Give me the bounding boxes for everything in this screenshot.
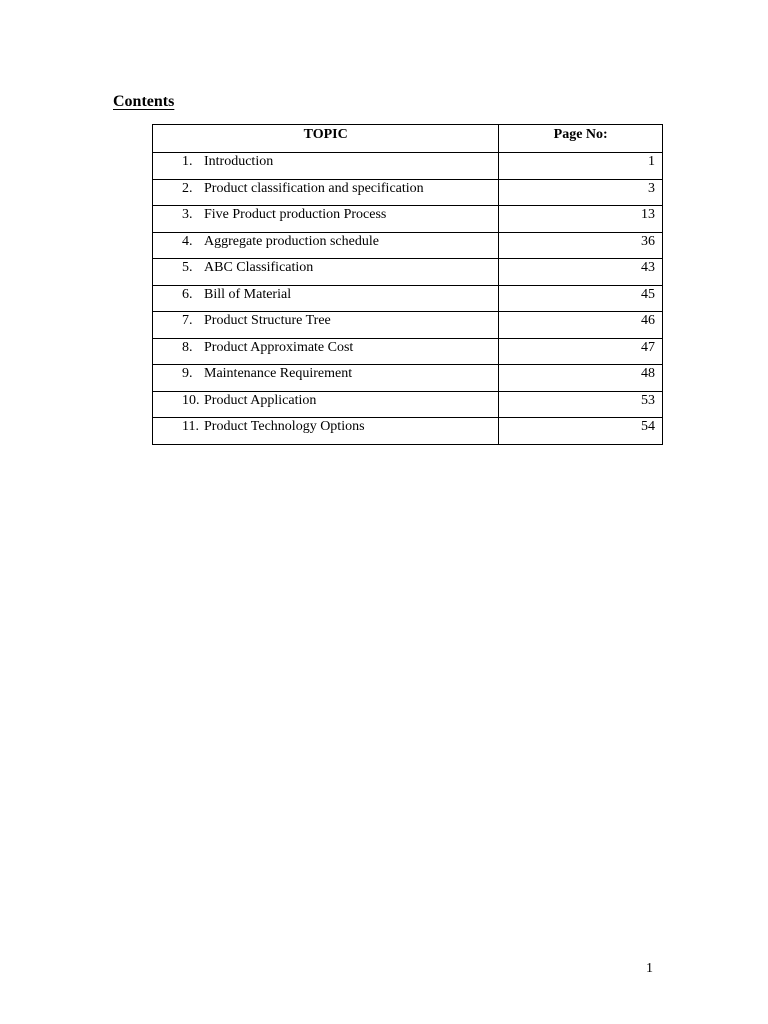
page-number-cell: 54: [499, 418, 663, 445]
table-row: [153, 285, 663, 312]
item-number: 4.: [182, 233, 193, 249]
item-number: 8.: [182, 339, 193, 355]
topic-title: Product classification and specification: [204, 180, 424, 196]
page-number-cell: 48: [499, 365, 663, 392]
topic-column-header: TOPIC: [153, 125, 499, 153]
item-number: 1.: [182, 154, 193, 169]
topic-title: ABC Classification: [204, 260, 314, 275]
contents-table: [152, 124, 663, 445]
page-number-cell: 13: [499, 206, 663, 233]
item-number: 10.: [182, 392, 200, 408]
item-number: 5.: [182, 260, 193, 275]
topic-title: Maintenance Requirement: [204, 366, 353, 381]
page-number-cell: 46: [499, 312, 663, 339]
table-row: [153, 153, 663, 180]
item-number: 11.: [182, 419, 199, 434]
topic-cell: [153, 312, 499, 339]
page-number-cell: 45: [499, 285, 663, 312]
topic-title: Aggregate production schedule: [204, 233, 379, 249]
topic-title: Five Product production Process: [204, 207, 387, 222]
page-number-cell: 43: [499, 259, 663, 286]
topic-cell: [153, 206, 499, 233]
table-row: [153, 232, 663, 259]
topic-cell: [153, 391, 499, 418]
table-row: [153, 206, 663, 233]
topic-title: Product Application: [204, 392, 317, 408]
page-number-cell: 53: [499, 391, 663, 418]
page-number-cell: 36: [499, 232, 663, 259]
item-number: 9.: [182, 366, 193, 381]
page-column-header: Page No:: [499, 125, 663, 153]
topic-title: Product Approximate Cost: [204, 339, 354, 355]
footer-page-number: 1: [646, 961, 653, 976]
topic-title: Introduction: [204, 154, 274, 169]
table-row: [153, 391, 663, 418]
table-row: [153, 418, 663, 445]
topic-cell: [153, 153, 499, 180]
contents-heading: Contents: [113, 93, 175, 110]
table-row: [153, 365, 663, 392]
table-body: [153, 153, 663, 445]
page-number-cell: 3: [499, 179, 663, 206]
page-number-cell: 47: [499, 338, 663, 365]
table-row: [153, 259, 663, 286]
topic-cell: [153, 179, 499, 206]
item-number: 3.: [182, 207, 193, 222]
topic-cell: [153, 365, 499, 392]
topic-cell: [153, 259, 499, 286]
topic-title: Bill of Material: [204, 286, 292, 302]
topic-cell: [153, 285, 499, 312]
page-number-cell: 1: [499, 153, 663, 180]
table-row: [153, 312, 663, 339]
table-header-row: [153, 125, 663, 153]
topic-cell: [153, 418, 499, 445]
table-row: [153, 338, 663, 365]
topic-title: Product Technology Options: [204, 419, 365, 434]
topic-cell: [153, 232, 499, 259]
item-number: 7.: [182, 313, 193, 328]
item-number: 2.: [182, 180, 193, 196]
topic-cell: [153, 338, 499, 365]
item-number: 6.: [182, 286, 193, 302]
table-row: [153, 179, 663, 206]
topic-title: Product Structure Tree: [204, 313, 331, 328]
